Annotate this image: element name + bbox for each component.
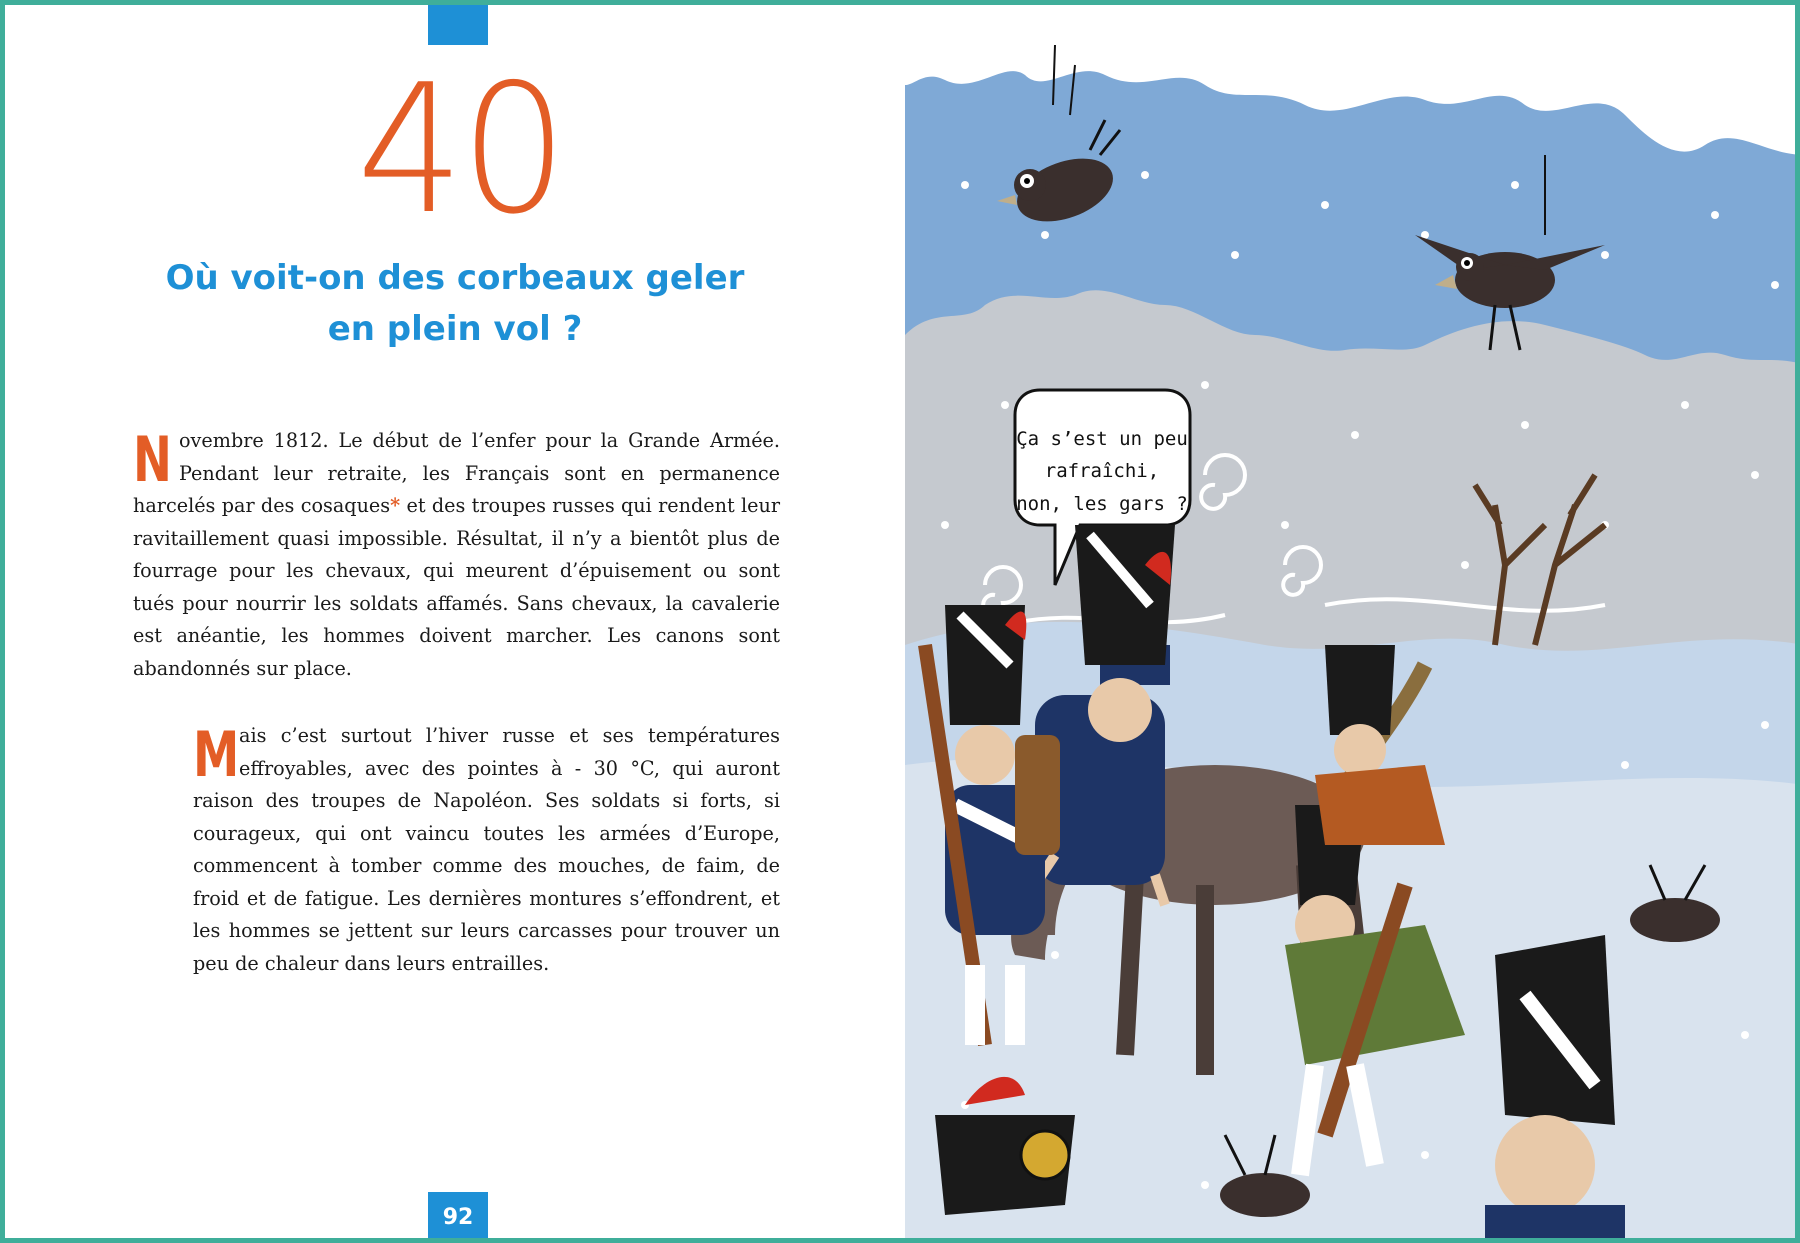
chapter-title-line-1: Où voit-on des corbeaux geler — [165, 258, 745, 298]
paragraph-2 — [193, 720, 780, 980]
paragraph-2-text: ais c’est surtout l’hiver russe et ses températures effroyables, avec des pointes à - 30 °C, qui auront raison des troupes de Napoléon. Ses soldats si forts, si courageux, qui ont vaincu toutes les armées d’Europe, commencent à tomber comme des mouches, de faim, de froid et de fatigue. Les dernières montures s’effondrent, et les hommes se jettent sur leurs carcasses pour trouver un peu de chaleur dans leurs entrailles. — [193, 724, 780, 975]
dropcap-m: M — [193, 718, 240, 791]
dropcap-n: N — [133, 423, 172, 496]
speech-line-3: non, les gars ? — [1016, 493, 1188, 515]
chapter-title — [125, 253, 785, 355]
page-number: 92 — [428, 1192, 488, 1243]
top-color-tab — [428, 5, 488, 45]
chapter-title-line-2: en plein vol ? — [327, 309, 583, 349]
chapter-number: 40 — [356, 46, 564, 253]
footnote-asterisk: * — [390, 494, 401, 517]
paragraph-1 — [133, 425, 780, 685]
winter-retreat-illustration — [905, 5, 1800, 1243]
speech-line-1: Ça s’est un peu — [1016, 428, 1188, 450]
speech-line-2: rafraîchi, — [1044, 460, 1160, 482]
paragraph-1-text-a: ovembre 1812. Le début de l’enfer pour la Grande Armée. Pendant leur retraite, les Français sont en permanence harcelés par des cosaques — [133, 429, 780, 517]
paragraph-1-text-b: et des troupes russes qui rendent leur ravitaillement quasi impossible. Résultat, il n’y a bientôt plus de fourrage pour les chevaux, qui meurent d’épuisement ou sont tués pour nourrir les soldats affamés. Sans chevaux, la cavalerie est anéantie, les hommes doivent marcher. Les canons sont abandonnés sur place. — [133, 494, 780, 680]
